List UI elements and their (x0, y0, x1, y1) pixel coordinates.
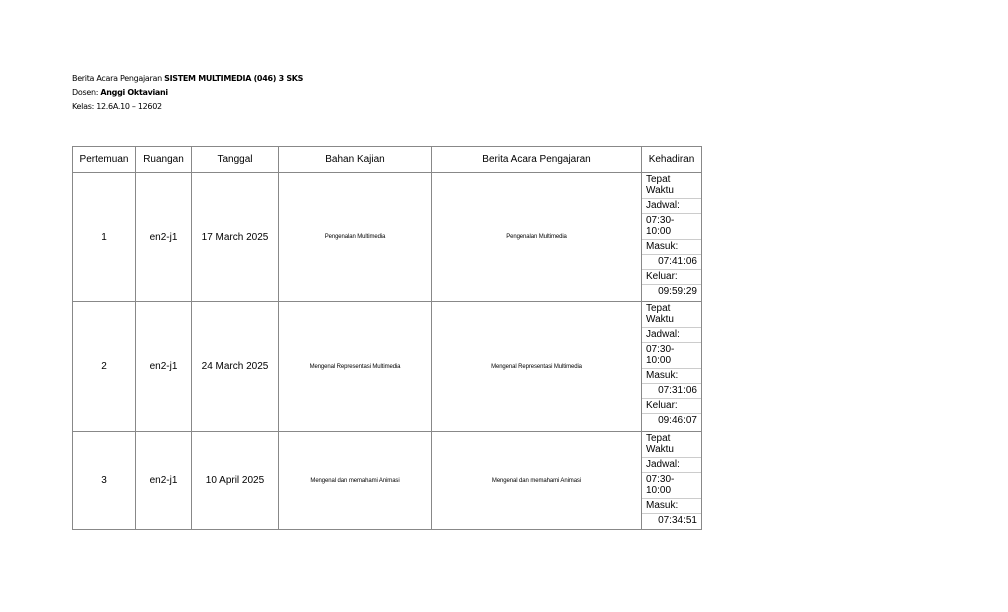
cell-tanggal: 17 March 2025 (192, 173, 279, 302)
jadwal-label: Jadwal: (642, 328, 701, 343)
cell-kehadiran (642, 173, 702, 302)
keluar-value: 09:59:29 (658, 286, 697, 297)
attendance-status: Tepat Waktu (642, 432, 701, 458)
document-header (72, 72, 303, 114)
cell-tanggal: 24 March 2025 (192, 302, 279, 432)
lecturer-name: Anggi Oktaviani (100, 88, 168, 97)
cell-berita-acara: Pengenalan Multimedia (432, 173, 642, 302)
cell-ruangan: en2-j1 (136, 432, 192, 530)
masuk-value: 07:34:51 (658, 515, 697, 526)
col-header-pertemuan: Pertemuan (73, 147, 136, 173)
keluar-label: Keluar: (642, 270, 701, 285)
masuk-label: Masuk: (642, 499, 701, 514)
cell-berita-acara: Mengenal dan memahami Animasi (432, 432, 642, 530)
cell-ruangan: en2-j1 (136, 302, 192, 432)
attendance-status: Tepat Waktu (642, 173, 701, 199)
table-row (73, 173, 702, 302)
jadwal-value: 07:30-10:00 (642, 214, 701, 240)
lecturer-prefix: Dosen: (72, 88, 101, 97)
class-line: Kelas: 12.6A.10 – 12602 (72, 102, 162, 111)
cell-bahan-kajian: Pengenalan Multimedia (279, 173, 432, 302)
keluar-label: Keluar: (642, 399, 701, 414)
course-title (72, 72, 303, 86)
course-name: SISTEM MULTIMEDIA (046) 3 SKS (164, 74, 304, 83)
col-header-tanggal: Tanggal (192, 147, 279, 173)
masuk-label: Masuk: (642, 240, 701, 255)
cell-pertemuan: 2 (73, 302, 136, 432)
keluar-value: 09:46:07 (658, 415, 697, 426)
masuk-label: Masuk: (642, 369, 701, 384)
masuk-value: 07:31:06 (642, 384, 701, 399)
lecturer-line (72, 86, 303, 100)
teaching-record-table (72, 146, 702, 530)
jadwal-label: Jadwal: (642, 458, 701, 473)
table-row (73, 432, 702, 530)
cell-pertemuan: 1 (73, 173, 136, 302)
jadwal-value: 07:30-10:00 (642, 343, 701, 369)
cell-pertemuan: 3 (73, 432, 136, 530)
cell-kehadiran (642, 432, 702, 530)
col-header-berita-acara: Berita Acara Pengajaran (432, 147, 642, 173)
cell-bahan-kajian: Mengenal dan memahami Animasi (279, 432, 432, 530)
cell-kehadiran (642, 302, 702, 432)
col-header-bahan-kajian: Bahan Kajian (279, 147, 432, 173)
cell-berita-acara: Mengenal Representasi Multimedia (432, 302, 642, 432)
cell-ruangan: en2-j1 (136, 173, 192, 302)
masuk-value: 07:41:06 (642, 255, 701, 270)
table-header-row (73, 147, 702, 173)
cell-bahan-kajian: Mengenal Representasi Multimedia (279, 302, 432, 432)
table-row (73, 302, 702, 432)
jadwal-label: Jadwal: (642, 199, 701, 214)
col-header-kehadiran: Kehadiran (642, 147, 702, 173)
attendance-status: Tepat Waktu (642, 302, 701, 328)
course-title-prefix: Berita Acara Pengajaran (72, 74, 165, 83)
cell-tanggal: 10 April 2025 (192, 432, 279, 530)
jadwal-value: 07:30-10:00 (642, 473, 701, 499)
col-header-ruangan: Ruangan (136, 147, 192, 173)
